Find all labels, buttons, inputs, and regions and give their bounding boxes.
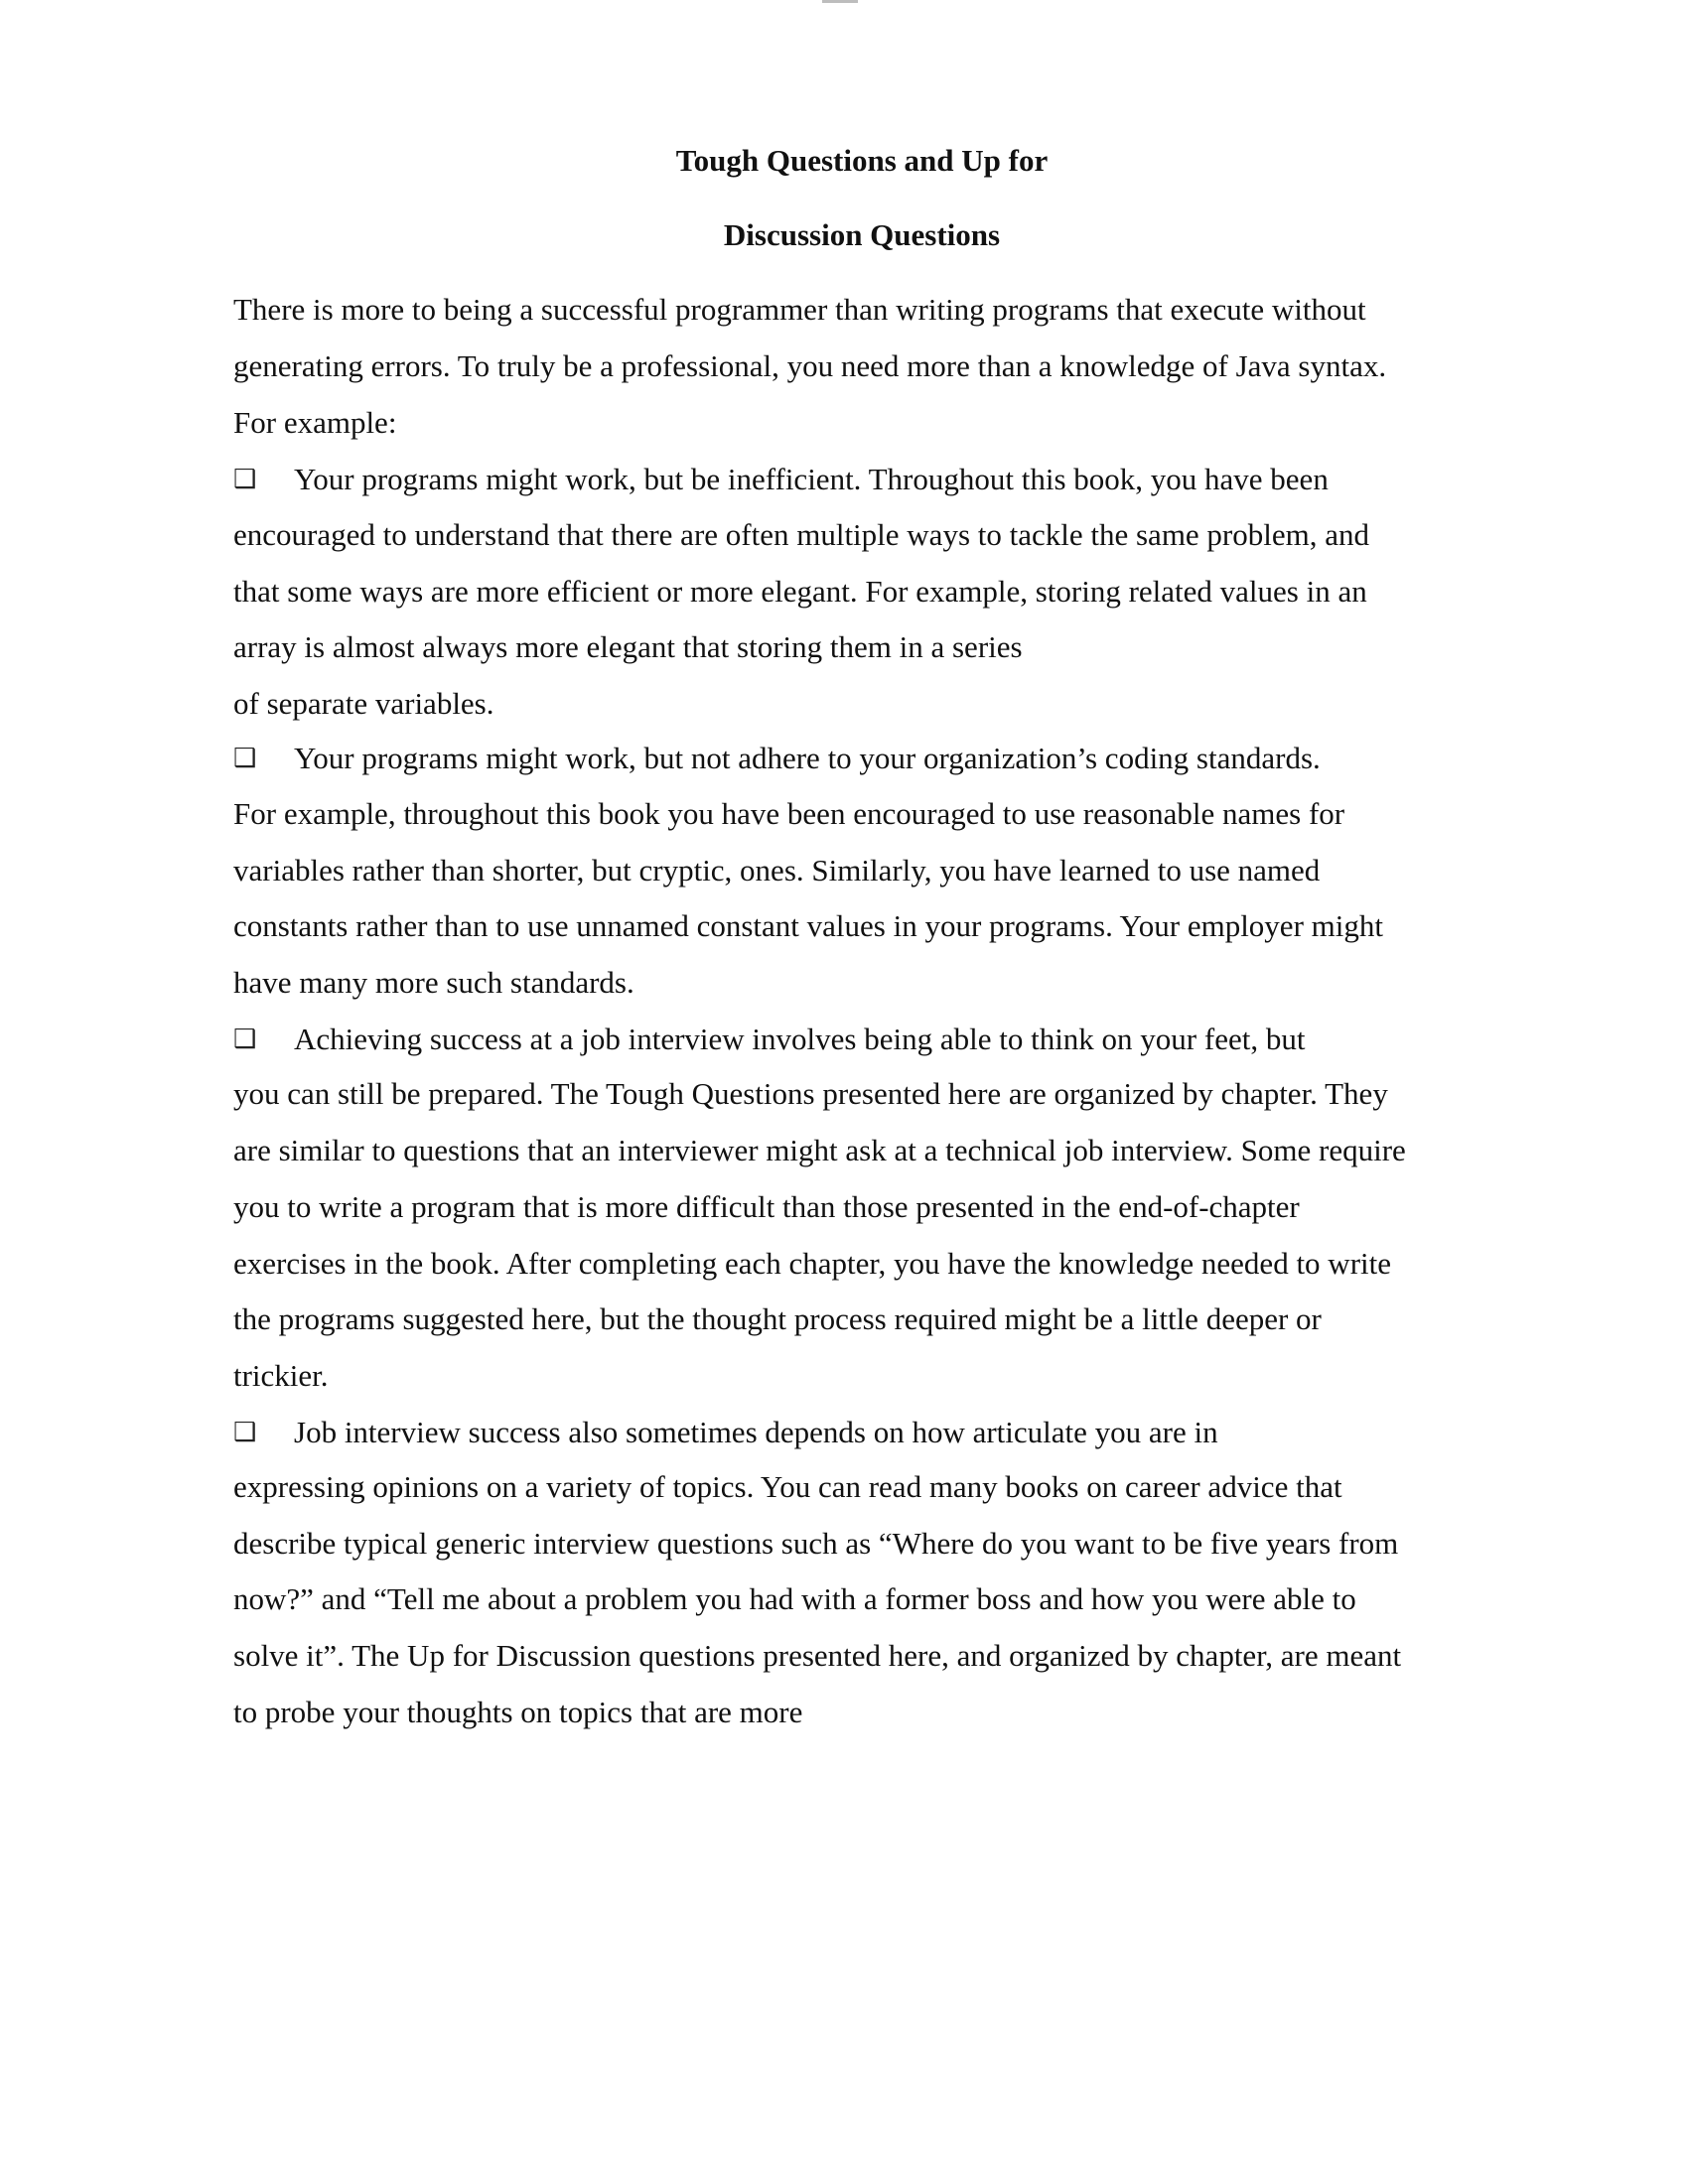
body-line: you can still be prepared. The Tough Questions presented here are organized by chapter. They [233, 1076, 1388, 1111]
bullet-item-2: Your programs might work, but not adhere to your organization’s coding standards. [294, 741, 1321, 775]
body-line: to probe your thoughts on topics that are more [233, 1695, 803, 1729]
body-line: you to write a program that is more difficult than those presented in the end-of-chapter [233, 1189, 1300, 1224]
body-line: For example, throughout this book you have been encouraged to use reasonable names for [233, 796, 1345, 831]
body-line: exercises in the book. After completing each chapter, you have the knowledge needed to write [233, 1246, 1391, 1281]
bullet-item-1: Your programs might work, but be inefficient. Throughout this book, you have been [294, 462, 1329, 496]
body-line: that some ways are more efficient or more elegant. For example, storing related values in an [233, 574, 1367, 609]
body-line: expressing opinions on a variety of topics. You can read many books on career advice that [233, 1469, 1342, 1504]
body-line: of separate variables. [233, 686, 494, 721]
page-title: Tough Questions and Up for [675, 143, 1049, 178]
body-line: constants rather than to use unnamed constant values in your programs. Your employer might [233, 908, 1383, 943]
body-line: variables rather than shorter, but cryptic, ones. Similarly, you have learned to use named [233, 853, 1321, 887]
checkbox-bullet-icon: ❑ [233, 1418, 257, 1447]
body-line: are similar to questions that an interviewer might ask at a technical job interview. Some require [233, 1133, 1406, 1167]
body-line: describe typical generic interview questions such as “Where do you want to be five years from [233, 1526, 1399, 1561]
body-line: encouraged to understand that there are often multiple ways to tackle the same problem, and [233, 517, 1370, 552]
body-line: now?” and “Tell me about a problem you had with a former boss and how you were able to [233, 1581, 1356, 1616]
body-line: have many more such standards. [233, 965, 634, 1000]
body-line: generating errors. To truly be a professional, you need more than a knowledge of Java syntax. [233, 348, 1387, 383]
body-line: solve it”. The Up for Discussion questions presented here, and organized by chapter, are meant [233, 1638, 1402, 1673]
body-line: the programs suggested here, but the thought process required might be a little deeper or [233, 1301, 1322, 1336]
body-line: trickier. [233, 1358, 329, 1393]
checkbox-bullet-icon: ❑ [233, 465, 257, 494]
page-subtitle: Discussion Questions [723, 217, 1001, 252]
bullet-item-4: Job interview success also sometimes depends on how articulate you are in [294, 1415, 1218, 1449]
bullet-item-3: Achieving success at a job interview involves being able to think on your feet, but [294, 1022, 1306, 1056]
body-line: There is more to being a successful programmer than writing programs that execute without [233, 292, 1366, 327]
body-line: For example: [233, 405, 397, 440]
body-line: array is almost always more elegant that storing them in a series [233, 629, 1023, 664]
checkbox-bullet-icon: ❑ [233, 1024, 257, 1054]
header-mark [822, 0, 858, 3]
checkbox-bullet-icon: ❑ [233, 744, 257, 773]
